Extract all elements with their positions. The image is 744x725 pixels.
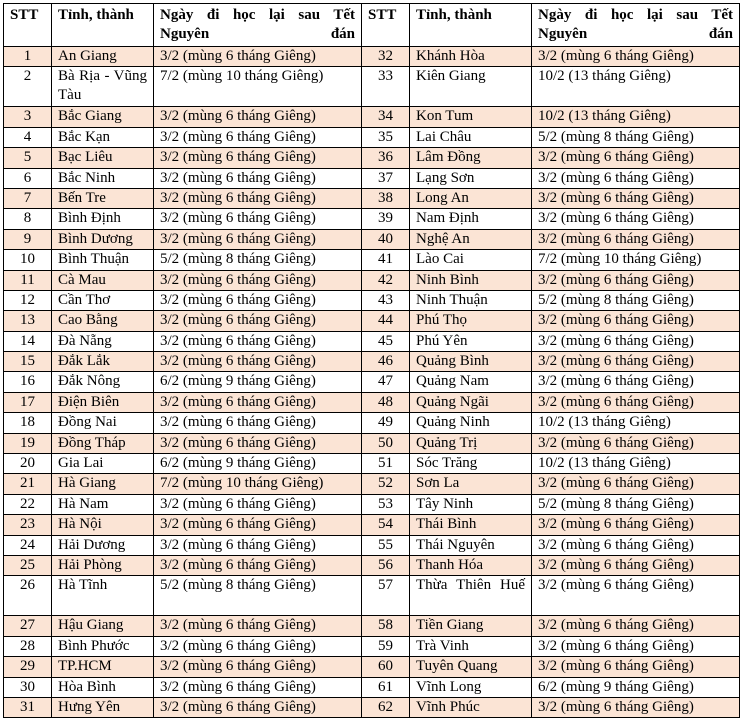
header-stt-right: STT — [362, 4, 410, 47]
province-name-left: Bắc Kạn — [52, 127, 154, 147]
row-number-left: 15 — [4, 352, 52, 372]
province-name-right: Lạng Sơn — [410, 168, 532, 188]
province-name-right: Trà Vinh — [410, 636, 532, 656]
table-row — [4, 636, 740, 656]
reopen-date-left: 3/2 (mùng 6 tháng Giêng) — [154, 697, 362, 717]
province-name-left: Bình Dương — [52, 229, 154, 249]
row-number-right: 38 — [362, 188, 410, 208]
reopen-date-left: 3/2 (mùng 6 tháng Giêng) — [154, 636, 362, 656]
province-name-left: Hưng Yên — [52, 697, 154, 717]
row-number-left: 12 — [4, 290, 52, 310]
row-number-right: 39 — [362, 209, 410, 229]
reopen-date-right: 3/2 (mùng 6 tháng Giêng) — [532, 474, 740, 494]
reopen-date-left: 3/2 (mùng 6 tháng Giêng) — [154, 657, 362, 677]
row-number-right: 35 — [362, 127, 410, 147]
province-name-left: Bạc Liêu — [52, 148, 154, 168]
row-number-right: 50 — [362, 433, 410, 453]
province-name-right: Phú Yên — [410, 331, 532, 351]
row-number-right: 44 — [362, 311, 410, 331]
reopen-date-right: 3/2 (mùng 6 tháng Giêng) — [532, 352, 740, 372]
reopen-date-left: 3/2 (mùng 6 tháng Giêng) — [154, 331, 362, 351]
province-name-left: Bình Thuận — [52, 250, 154, 270]
reopen-date-right: 3/2 (mùng 6 tháng Giêng) — [532, 555, 740, 575]
row-number-right: 42 — [362, 270, 410, 290]
reopen-date-left: 3/2 (mùng 6 tháng Giêng) — [154, 270, 362, 290]
row-number-left: 1 — [4, 47, 52, 67]
reopen-date-left: 3/2 (mùng 6 tháng Giêng) — [154, 433, 362, 453]
row-number-right: 51 — [362, 454, 410, 474]
reopen-date-left: 7/2 (mùng 10 tháng Giêng) — [154, 474, 362, 494]
row-number-right: 54 — [362, 515, 410, 535]
province-name-right: Lai Châu — [410, 127, 532, 147]
row-number-left: 16 — [4, 372, 52, 392]
reopen-date-left: 3/2 (mùng 6 tháng Giêng) — [154, 47, 362, 67]
row-number-left: 14 — [4, 331, 52, 351]
row-number-left: 25 — [4, 555, 52, 575]
reopen-date-right: 6/2 (mùng 9 tháng Giêng) — [532, 677, 740, 697]
table-row — [4, 290, 740, 310]
table-row — [4, 250, 740, 270]
table-row — [4, 555, 740, 575]
row-number-right: 46 — [362, 352, 410, 372]
table-row — [4, 677, 740, 697]
province-name-right: Lâm Đồng — [410, 148, 532, 168]
row-number-left: 23 — [4, 515, 52, 535]
reopen-date-right: 3/2 (mùng 6 tháng Giêng) — [532, 636, 740, 656]
reopen-date-right: 3/2 (mùng 6 tháng Giêng) — [532, 311, 740, 331]
reopen-date-right: 3/2 (mùng 6 tháng Giêng) — [532, 515, 740, 535]
table-row — [4, 494, 740, 514]
reopen-date-right: 10/2 (13 tháng Giêng) — [532, 454, 740, 474]
table-row — [4, 209, 740, 229]
province-name-left: Hậu Giang — [52, 616, 154, 636]
province-name-left: Đà Nẵng — [52, 331, 154, 351]
province-name-left: Đắk Nông — [52, 372, 154, 392]
row-number-right: 34 — [362, 107, 410, 127]
province-name-left: An Giang — [52, 47, 154, 67]
province-name-left: Đồng Tháp — [52, 433, 154, 453]
table-row — [4, 229, 740, 249]
reopen-date-right: 5/2 (mùng 8 tháng Giêng) — [532, 127, 740, 147]
province-name-left: Đắk Lắk — [52, 352, 154, 372]
province-name-right: Vĩnh Long — [410, 677, 532, 697]
row-number-right: 49 — [362, 413, 410, 433]
reopen-date-right: 3/2 (mùng 6 tháng Giêng) — [532, 188, 740, 208]
province-name-right: Tuyên Quang — [410, 657, 532, 677]
row-number-left: 27 — [4, 616, 52, 636]
province-name-right: Khánh Hòa — [410, 47, 532, 67]
row-number-left: 31 — [4, 697, 52, 717]
row-number-right: 32 — [362, 47, 410, 67]
province-name-left: Gia Lai — [52, 454, 154, 474]
reopen-date-right: 3/2 (mùng 6 tháng Giêng) — [532, 697, 740, 717]
row-number-left: 11 — [4, 270, 52, 290]
reopen-date-right: 3/2 (mùng 6 tháng Giêng) — [532, 270, 740, 290]
province-name-right: Quảng Ngãi — [410, 392, 532, 412]
province-name-right: Thanh Hóa — [410, 555, 532, 575]
reopen-date-left: 3/2 (mùng 6 tháng Giêng) — [154, 311, 362, 331]
row-number-right: 40 — [362, 229, 410, 249]
province-name-right: Lào Cai — [410, 250, 532, 270]
row-number-left: 4 — [4, 127, 52, 147]
row-number-right: 62 — [362, 697, 410, 717]
table-row — [4, 168, 740, 188]
table-row — [4, 67, 740, 107]
province-name-left: Điện Biên — [52, 392, 154, 412]
reopen-date-right: 3/2 (mùng 6 tháng Giêng) — [532, 209, 740, 229]
province-name-right: Quảng Ninh — [410, 413, 532, 433]
reopen-date-left: 3/2 (mùng 6 tháng Giêng) — [154, 677, 362, 697]
reopen-date-left: 3/2 (mùng 6 tháng Giêng) — [154, 616, 362, 636]
row-number-right: 60 — [362, 657, 410, 677]
row-number-right: 58 — [362, 616, 410, 636]
school-reopening-table — [3, 3, 740, 718]
reopen-date-right: 3/2 (mùng 6 tháng Giêng) — [532, 535, 740, 555]
reopen-date-right: 7/2 (mùng 10 tháng Giêng) — [532, 250, 740, 270]
province-name-right: Sóc Trăng — [410, 454, 532, 474]
table-row — [4, 392, 740, 412]
reopen-date-left: 3/2 (mùng 6 tháng Giêng) — [154, 515, 362, 535]
row-number-left: 24 — [4, 535, 52, 555]
table-row — [4, 454, 740, 474]
table-row — [4, 657, 740, 677]
reopen-date-right: 3/2 (mùng 6 tháng Giêng) — [532, 148, 740, 168]
table-header-row — [4, 4, 740, 47]
reopen-date-left: 3/2 (mùng 6 tháng Giêng) — [154, 209, 362, 229]
reopen-date-left: 3/2 (mùng 6 tháng Giêng) — [154, 188, 362, 208]
reopen-date-left: 7/2 (mùng 10 tháng Giêng) — [154, 67, 362, 107]
reopen-date-right: 10/2 (13 tháng Giêng) — [532, 67, 740, 107]
province-name-left: Bình Định — [52, 209, 154, 229]
row-number-right: 61 — [362, 677, 410, 697]
row-number-right: 37 — [362, 168, 410, 188]
row-number-left: 8 — [4, 209, 52, 229]
reopen-date-right: 3/2 (mùng 6 tháng Giêng) — [532, 372, 740, 392]
province-name-left: Hà Tĩnh — [52, 576, 154, 616]
row-number-left: 18 — [4, 413, 52, 433]
table-row — [4, 47, 740, 67]
row-number-right: 47 — [362, 372, 410, 392]
table-row — [4, 148, 740, 168]
reopen-date-right: 10/2 (13 tháng Giêng) — [532, 413, 740, 433]
reopen-date-left: 3/2 (mùng 6 tháng Giêng) — [154, 107, 362, 127]
reopen-date-right: 3/2 (mùng 6 tháng Giêng) — [532, 168, 740, 188]
reopen-date-left: 6/2 (mùng 9 tháng Giêng) — [154, 454, 362, 474]
table-row — [4, 270, 740, 290]
province-name-left: Hà Nam — [52, 494, 154, 514]
row-number-right: 41 — [362, 250, 410, 270]
province-name-right: Thái Nguyên — [410, 535, 532, 555]
row-number-left: 19 — [4, 433, 52, 453]
row-number-left: 5 — [4, 148, 52, 168]
table-row — [4, 474, 740, 494]
province-name-left: Hà Nội — [52, 515, 154, 535]
row-number-right: 53 — [362, 494, 410, 514]
row-number-left: 22 — [4, 494, 52, 514]
table-row — [4, 372, 740, 392]
reopen-date-left: 3/2 (mùng 6 tháng Giêng) — [154, 494, 362, 514]
reopen-date-left: 3/2 (mùng 6 tháng Giêng) — [154, 168, 362, 188]
province-name-left: Cần Thơ — [52, 290, 154, 310]
table-row — [4, 535, 740, 555]
reopen-date-left: 5/2 (mùng 8 tháng Giêng) — [154, 576, 362, 616]
province-name-left: Hải Dương — [52, 535, 154, 555]
row-number-left: 13 — [4, 311, 52, 331]
reopen-date-right: 3/2 (mùng 6 tháng Giêng) — [532, 616, 740, 636]
table-row — [4, 576, 740, 616]
document-page — [3, 3, 740, 718]
province-name-left: Hòa Bình — [52, 677, 154, 697]
reopen-date-right: 3/2 (mùng 6 tháng Giêng) — [532, 47, 740, 67]
row-number-left: 7 — [4, 188, 52, 208]
row-number-left: 3 — [4, 107, 52, 127]
row-number-left: 28 — [4, 636, 52, 656]
row-number-right: 45 — [362, 331, 410, 351]
row-number-right: 52 — [362, 474, 410, 494]
province-name-right: Thái Bình — [410, 515, 532, 535]
province-name-right: Quảng Trị — [410, 433, 532, 453]
header-date-right: Ngày đi học lại sau Tết Nguyên đán — [532, 4, 740, 47]
province-name-left: Cà Mau — [52, 270, 154, 290]
province-name-left: TP.HCM — [52, 657, 154, 677]
reopen-date-right: 3/2 (mùng 6 tháng Giêng) — [532, 229, 740, 249]
row-number-left: 10 — [4, 250, 52, 270]
reopen-date-right: 3/2 (mùng 6 tháng Giêng) — [532, 433, 740, 453]
header-stt-left: STT — [4, 4, 52, 47]
province-name-left: Bến Tre — [52, 188, 154, 208]
row-number-left: 26 — [4, 576, 52, 616]
reopen-date-right: 3/2 (mùng 6 tháng Giêng) — [532, 657, 740, 677]
reopen-date-right: 3/2 (mùng 6 tháng Giêng) — [532, 576, 740, 616]
table-row — [4, 331, 740, 351]
province-name-right: Vĩnh Phúc — [410, 697, 532, 717]
province-name-left: Bắc Ninh — [52, 168, 154, 188]
province-name-right: Nam Định — [410, 209, 532, 229]
row-number-right: 59 — [362, 636, 410, 656]
row-number-left: 20 — [4, 454, 52, 474]
reopen-date-left: 3/2 (mùng 6 tháng Giêng) — [154, 290, 362, 310]
reopen-date-right: 3/2 (mùng 6 tháng Giêng) — [532, 331, 740, 351]
row-number-right: 33 — [362, 67, 410, 107]
reopen-date-left: 5/2 (mùng 8 tháng Giêng) — [154, 250, 362, 270]
table-row — [4, 352, 740, 372]
province-name-left: Hải Phòng — [52, 555, 154, 575]
province-name-left: Bình Phước — [52, 636, 154, 656]
table-row — [4, 127, 740, 147]
province-name-left: Bà Rịa - Vũng Tàu — [52, 67, 154, 107]
reopen-date-left: 3/2 (mùng 6 tháng Giêng) — [154, 392, 362, 412]
row-number-right: 36 — [362, 148, 410, 168]
province-name-right: Kiên Giang — [410, 67, 532, 107]
row-number-left: 6 — [4, 168, 52, 188]
row-number-right: 57 — [362, 576, 410, 616]
row-number-left: 17 — [4, 392, 52, 412]
table-row — [4, 413, 740, 433]
reopen-date-right: 10/2 (13 tháng Giêng) — [532, 107, 740, 127]
reopen-date-left: 3/2 (mùng 6 tháng Giêng) — [154, 535, 362, 555]
province-name-right: Ninh Thuận — [410, 290, 532, 310]
row-number-left: 9 — [4, 229, 52, 249]
province-name-right: Tiền Giang — [410, 616, 532, 636]
row-number-right: 56 — [362, 555, 410, 575]
province-name-right: Nghệ An — [410, 229, 532, 249]
reopen-date-right: 3/2 (mùng 6 tháng Giêng) — [532, 392, 740, 412]
table-row — [4, 515, 740, 535]
row-number-right: 48 — [362, 392, 410, 412]
province-name-left: Cao Bằng — [52, 311, 154, 331]
row-number-left: 2 — [4, 67, 52, 107]
province-name-right: Kon Tum — [410, 107, 532, 127]
header-province-left: Tỉnh, thành — [52, 4, 154, 47]
table-row — [4, 433, 740, 453]
table-row — [4, 616, 740, 636]
reopen-date-left: 3/2 (mùng 6 tháng Giêng) — [154, 127, 362, 147]
reopen-date-left: 3/2 (mùng 6 tháng Giêng) — [154, 555, 362, 575]
province-name-right: Quảng Bình — [410, 352, 532, 372]
row-number-right: 55 — [362, 535, 410, 555]
table-row — [4, 188, 740, 208]
table-row — [4, 311, 740, 331]
reopen-date-left: 3/2 (mùng 6 tháng Giêng) — [154, 229, 362, 249]
province-name-right: Tây Ninh — [410, 494, 532, 514]
province-name-left: Hà Giang — [52, 474, 154, 494]
reopen-date-left: 3/2 (mùng 6 tháng Giêng) — [154, 352, 362, 372]
row-number-left: 30 — [4, 677, 52, 697]
province-name-right: Sơn La — [410, 474, 532, 494]
province-name-left: Bắc Giang — [52, 107, 154, 127]
header-date-left: Ngày đi học lại sau Tết Nguyên đán — [154, 4, 362, 47]
reopen-date-left: 6/2 (mùng 9 tháng Giêng) — [154, 372, 362, 392]
province-name-right: Thừa Thiên Huế — [410, 576, 532, 616]
reopen-date-right: 5/2 (mùng 8 tháng Giêng) — [532, 494, 740, 514]
province-name-right: Quảng Nam — [410, 372, 532, 392]
province-name-left: Đồng Nai — [52, 413, 154, 433]
province-name-right: Ninh Bình — [410, 270, 532, 290]
reopen-date-left: 3/2 (mùng 6 tháng Giêng) — [154, 413, 362, 433]
reopen-date-right: 5/2 (mùng 8 tháng Giêng) — [532, 290, 740, 310]
reopen-date-left: 3/2 (mùng 6 tháng Giêng) — [154, 148, 362, 168]
table-row — [4, 697, 740, 717]
row-number-left: 29 — [4, 657, 52, 677]
row-number-right: 43 — [362, 290, 410, 310]
province-name-right: Phú Thọ — [410, 311, 532, 331]
header-province-right: Tỉnh, thành — [410, 4, 532, 47]
table-row — [4, 107, 740, 127]
province-name-right: Long An — [410, 188, 532, 208]
table-body — [4, 47, 740, 718]
row-number-left: 21 — [4, 474, 52, 494]
